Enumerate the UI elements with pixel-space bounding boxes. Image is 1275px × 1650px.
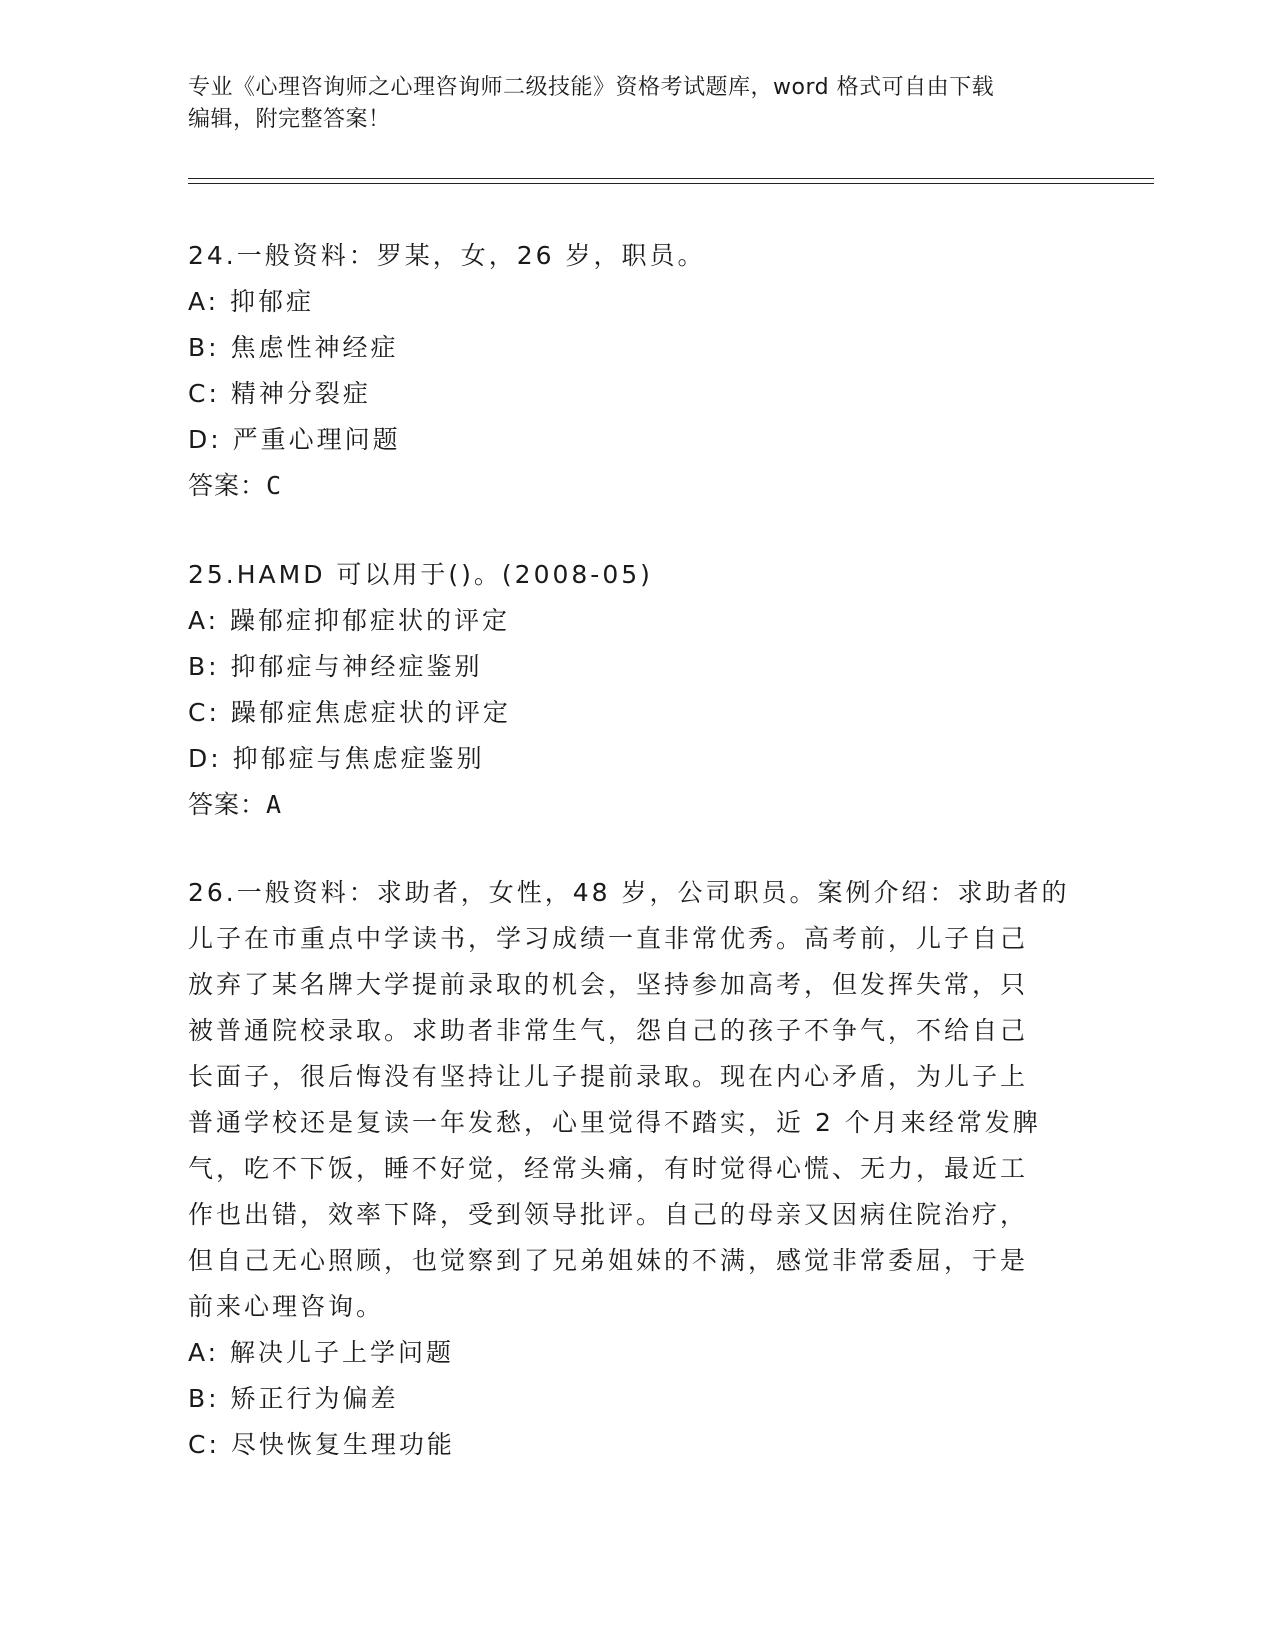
option-d: D: 严重心理问题 <box>188 425 401 454</box>
question-stem: 24.一般资料：罗某，女，26 岁，职员。 <box>188 241 706 270</box>
answer-line <box>188 463 1088 509</box>
header-divider-bottom <box>188 183 1154 184</box>
question-stem-line: 被普通院校录取。求助者非常生气，怨自己的孩子不争气，不给自己 <box>188 1016 1029 1045</box>
option-d: D: 抑郁症与焦虑症鉴别 <box>188 744 485 773</box>
option-c: C: 尽快恢复生理功能 <box>188 1430 455 1459</box>
option-b: B: 焦虑性神经症 <box>188 333 399 362</box>
option-a: A: 躁郁症抑郁症状的评定 <box>188 606 511 635</box>
question-24 <box>188 233 1088 509</box>
question-stem-line: 前来心理咨询。 <box>188 1292 385 1321</box>
option-c: C: 精神分裂症 <box>188 379 371 408</box>
question-stem-line: 长面子，很后悔没有坚持让儿子提前录取。现在内心矛盾，为儿子上 <box>188 1062 1029 1091</box>
question-stem-line: 但自己无心照顾，也觉察到了兄弟姐妹的不满，感觉非常委屈，于是 <box>188 1246 1029 1275</box>
document-header <box>188 72 1068 136</box>
question-25 <box>188 552 1088 828</box>
question-26 <box>188 870 1088 1468</box>
header-line-2: 编辑，附完整答案！ <box>188 107 391 132</box>
header-line-1: 专业《心理咨询师之心理咨询师二级技能》资格考试题库，word 格式可自由下载 <box>188 75 995 100</box>
answer-label: 答案： <box>188 471 267 500</box>
option-b: B: 矫正行为偏差 <box>188 1384 399 1413</box>
option-a: A: 解决儿子上学问题 <box>188 1338 455 1367</box>
option-a: A: 抑郁症 <box>188 287 315 316</box>
question-stem-line: 普通学校还是复读一年发愁，心里觉得不踏实，近 2 个月来经常发脾 <box>188 1108 1041 1137</box>
question-stem-line: 儿子在市重点中学读书，学习成绩一直非常优秀。高考前，儿子自己 <box>188 924 1029 953</box>
question-stem-line: 放弃了某名牌大学提前录取的机会，坚持参加高考，但发挥失常，只 <box>188 970 1029 999</box>
question-stem-line: 26.一般资料：求助者，女性，48 岁，公司职员。案例介绍：求助者的 <box>188 878 1070 907</box>
header-divider-top <box>188 178 1154 179</box>
answer-label: 答案： <box>188 790 267 819</box>
question-stem: 25.HAMD 可以用于()。(2008-05) <box>188 560 653 589</box>
answer-value: C <box>266 471 283 500</box>
question-stem-line: 作也出错，效率下降，受到领导批评。自己的母亲又因病住院治疗， <box>188 1200 1029 1229</box>
answer-line <box>188 782 1088 828</box>
answer-value: A <box>266 790 283 819</box>
option-b: B: 抑郁症与神经症鉴别 <box>188 652 483 681</box>
question-stem-line: 气，吃不下饭，睡不好觉，经常头痛，有时觉得心慌、无力，最近工 <box>188 1154 1029 1183</box>
option-c: C: 躁郁症焦虑症状的评定 <box>188 698 511 727</box>
